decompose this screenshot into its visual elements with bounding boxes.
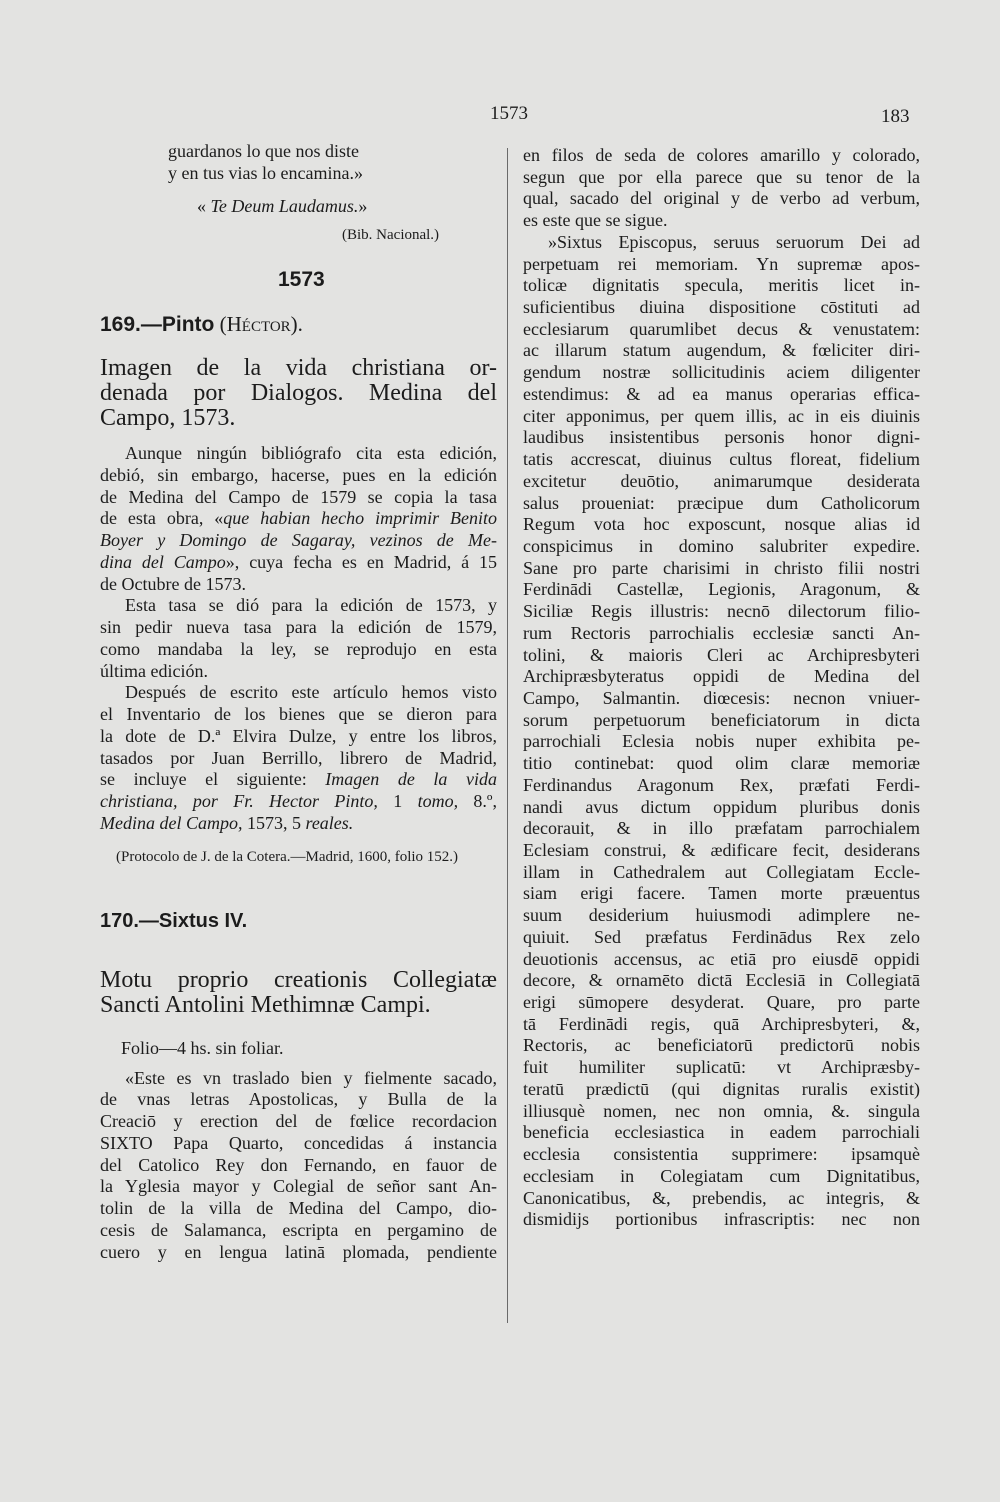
italic-span: reales. — [305, 812, 354, 833]
text-line: es este que se sigue. — [523, 210, 668, 231]
italic-span: Boyer y Domingo de Sagaray, vezinos de Me- — [100, 530, 497, 550]
text-line: sin pedir nueva tasa para la edición de 1579, — [100, 617, 497, 637]
text-line: qual, sacado del original y de verbo ad verbum, — [523, 188, 920, 209]
text-line: Siciliæ Regis illustris: necnō dilectorum filio- — [523, 601, 920, 622]
verse-line: guardanos lo que nos diste — [168, 141, 359, 161]
quote-open: « — [197, 196, 211, 216]
text-line: rum Rectoris parrochialis ecclesiæ sancti An- — [523, 622, 920, 643]
entry-169-paragraph-3 — [100, 682, 497, 834]
text-line: perpetuam rei memoriam. Yn supremæ apos- — [523, 253, 920, 274]
text-line: quiuit. Sed præfatus Ferdinādus Rex zelo — [523, 926, 920, 947]
text-line: tolini, & maioris Cleri ac Archipresbyteri — [523, 644, 920, 665]
text-line: Rectoris, ac beneficiatorū predictorū nobis — [523, 1035, 920, 1056]
text-line: el Inventario de los bienes que se dieron para — [100, 704, 497, 724]
text-line: cuero y en lengua latinā plomada, pendiente — [100, 1241, 497, 1262]
text-line: excitetur deuōtio, animarumque desiderata — [523, 470, 920, 491]
italic-span: que habian hecho imprimir Benito — [223, 508, 497, 529]
text-line — [100, 508, 497, 530]
column-divider — [507, 148, 508, 1323]
entry-number: 169.—Pinto — [100, 313, 215, 336]
year-heading: 1573 — [278, 268, 325, 291]
text-line: la Yglesia mayor y Colegial de señor sant An- — [100, 1176, 497, 1197]
text-line: Canonicatibus, &, prebendis, ac integris, & — [523, 1187, 920, 1208]
right-paragraph-2 — [523, 232, 920, 1231]
text-line: decore, & ornamēto dictā Ecclesiā in Collegiatā — [523, 970, 920, 991]
text-line: de Octubre de 1573. — [100, 573, 246, 594]
text-line: decorauit, & in illo præfatam parrochialem — [523, 818, 920, 839]
entry-169-paragraph-1 — [100, 443, 497, 595]
text-line: Aunque ningún bibliógrafo cita esta edición, — [125, 443, 497, 463]
text-line: Creaciō y erection del de fœlice recordacion — [100, 1111, 497, 1131]
text-line: Ferdinandus Aragonum Rex, præfati Ferdi- — [523, 774, 920, 795]
left-column — [100, 140, 497, 1263]
text-line: Después de escrito este artículo hemos visto — [125, 682, 497, 703]
verse-line: y en tus vias lo encamina.» — [168, 163, 363, 183]
entry-170-title — [100, 968, 497, 1018]
text-span: 8.º, — [458, 791, 497, 811]
text-line: siam erigi facere. Tamen morte præuentus — [523, 883, 920, 904]
text-line: Regum vota hoc exposcunt, nosque alias id — [523, 514, 920, 535]
text-line: fuit humiliter suplicatū: vt Archipræsby- — [523, 1057, 920, 1078]
text-line: tolin de la villa de Medina del Campo, dio- — [100, 1198, 497, 1218]
te-deum-text: Te Deum Laudamus. — [210, 196, 359, 216]
te-deum-line — [197, 196, 497, 217]
text-line: laudibus insistentibus personis honor digni- — [523, 427, 920, 448]
title-line: Motu proprio creationis Collegiatæ — [100, 966, 497, 993]
text-line: tatis accrescat, diuinus cultus floreat, fidelium — [523, 449, 920, 470]
text-line — [100, 791, 497, 813]
text-line: beneficia ecclesiastica in eadem parrochiali — [523, 1122, 920, 1143]
text-line: Eclesiam construi, & ædificare fecit, desiderans — [523, 840, 920, 860]
text-line — [100, 530, 497, 552]
right-paragraph-1 — [523, 145, 920, 232]
text-line: citer apponimus, per quem illis, ac in eis diuinis — [523, 405, 920, 426]
text-line: como mandaba la ley, se reprodujo en esta — [100, 638, 497, 659]
text-line: ecclesiam in Colegiatam cum Dignitatibus, — [523, 1165, 920, 1186]
text-line — [100, 552, 497, 574]
text-span: de esta obra, « — [100, 508, 224, 529]
text-span: 1 — [377, 791, 418, 811]
text-line: debió, sin embargo, hacerse, pues en la edición — [100, 464, 497, 485]
text-line: tā Ferdinādi regis, quā Archipresbyteri, &, — [523, 1013, 920, 1034]
entry-169-title — [100, 356, 497, 431]
text-line: SIXTO Papa Quarto, concedidas á instancia — [100, 1132, 497, 1153]
text-line: sorum perpetuorum beneficiatorum in dicta — [523, 709, 920, 730]
italic-span: Imagen de la vida — [325, 769, 498, 790]
text-line: Campo, Salmantin. diœcesis: necnon vniuer- — [523, 687, 920, 708]
italic-span: Medina del Campo, — [100, 812, 243, 833]
text-line — [100, 813, 497, 835]
text-line: la dote de D.ª Elvira Dulze, y entre los libros, — [100, 725, 497, 746]
quote-close: » — [358, 196, 368, 216]
text-line: del Catolico Rey don Fernando, en fauor de — [100, 1154, 497, 1175]
text-line: suum desiderium huiusmodi adimplere ne- — [523, 905, 920, 926]
title-line: Sancti Antolini Methimnæ Campi. — [100, 991, 431, 1018]
title-line: denada por Dialogos. Medina del — [100, 380, 497, 406]
text-line: estendimus: & ad ea manus operarias effica- — [523, 383, 920, 404]
text-line: de vnas letras Apostolicas, y Bulla de la — [100, 1089, 497, 1110]
text-line: Ferdinādi Castellæ, Legionis, Aragonum, & — [523, 579, 920, 600]
italic-span: christiana, por Fr. Hector Pinto, — [100, 791, 378, 811]
right-column — [523, 145, 920, 1231]
text-line: deuotionis accensus, ac etiā pro eiusdē oppidi — [523, 948, 920, 969]
entry-170-heading: 170.—Sixtus IV. — [100, 909, 248, 932]
text-line: ecclesiarum quarumlibet decus & venustatem: — [523, 318, 920, 339]
protocol-citation: (Protocolo de J. de la Cotera.—Madrid, 1600, folio 152.) — [116, 848, 459, 865]
entry-169-paragraph-2 — [100, 595, 497, 682]
text-line: dismidijs portionibus infrascriptis: nec non — [523, 1209, 920, 1230]
text-span: se incluye el siguiente: — [100, 769, 326, 790]
text-line: conspicimus in domino salubriter expedire. — [523, 535, 920, 556]
text-line: nandi avus dictum oppidum pluribus donis — [523, 796, 920, 817]
text-line: titio continebat: quod olim claræ memoriæ — [523, 753, 920, 774]
verse-end — [168, 140, 497, 184]
text-line: erigi sūmopere desyderat. Quare, pro parte — [523, 992, 920, 1013]
text-line: ecclesia consistentia supprimere: ipsamquè — [523, 1144, 920, 1165]
folio-note: Folio—4 hs. sin foliar. — [121, 1037, 284, 1058]
text-line: última edición. — [100, 660, 208, 681]
text-line: «Este es vn traslado bien y fielmente sacado, — [125, 1067, 497, 1088]
text-line: illiusquè nomen, nec non omnia, &. singula — [523, 1100, 920, 1121]
running-head-year: 1573 — [490, 103, 528, 124]
text-span: 1573, 5 — [242, 812, 306, 833]
text-line: tolicæ dignitatis specula, meritis licet in- — [523, 275, 920, 296]
text-line: gendum nostræ sollicitudinis aciem diligenter — [523, 362, 920, 383]
text-line: de Medina del Campo de 1579 se copia la tasa — [100, 486, 497, 507]
text-line — [100, 769, 497, 791]
text-line: Archipræsbyteratus oppidi de Medina del — [523, 666, 920, 687]
italic-span: dina del Campo — [100, 551, 226, 572]
title-line: Campo, 1573. — [100, 405, 236, 431]
text-line: tasados por Juan Berrillo, librero de Madrid, — [100, 747, 497, 768]
text-line: segun que por ella parece que su tenor de la — [523, 166, 920, 187]
title-line: Imagen de la vida christiana or- — [100, 355, 497, 381]
text-line: cesis de Salamanca, escripta en pergamino de — [100, 1219, 497, 1240]
text-line: Sane pro parte charisimi in christo filii nostri — [523, 557, 920, 578]
text-line: salus proueniat: præcipue dum Catholicorum — [523, 492, 920, 513]
text-line: parrochiali Eclesia nobis nuper exhibita pe- — [523, 731, 920, 752]
entry-author: (Héctor). — [219, 312, 303, 336]
text-line: suficientibus diuina dispositione cōstituti ad — [523, 297, 920, 318]
text-span: », cuya fecha es en Madrid, á 15 — [225, 551, 497, 572]
text-line: teratū prædictū (qui dignitas ruralis existit) — [523, 1078, 920, 1099]
text-line: illam in Cathedralem aut Collegiatam Eccle- — [523, 861, 920, 882]
italic-span: tomo, — [417, 791, 459, 811]
entry-170-paragraph — [100, 1068, 497, 1264]
text-line: ac illarum statum augendum, & fœliciter diri- — [523, 340, 920, 361]
page-number: 183 — [881, 106, 910, 127]
text-line: Esta tasa se dió para la edición de 1573, y — [125, 595, 497, 616]
text-line: »Sixtus Episcopus, seruus seruorum Dei ad — [548, 231, 920, 252]
entry-169-heading — [100, 312, 497, 337]
text-line: en filos de seda de colores amarillo y colorado, — [523, 145, 920, 165]
library-reference: (Bib. Nacional.) — [342, 227, 440, 243]
